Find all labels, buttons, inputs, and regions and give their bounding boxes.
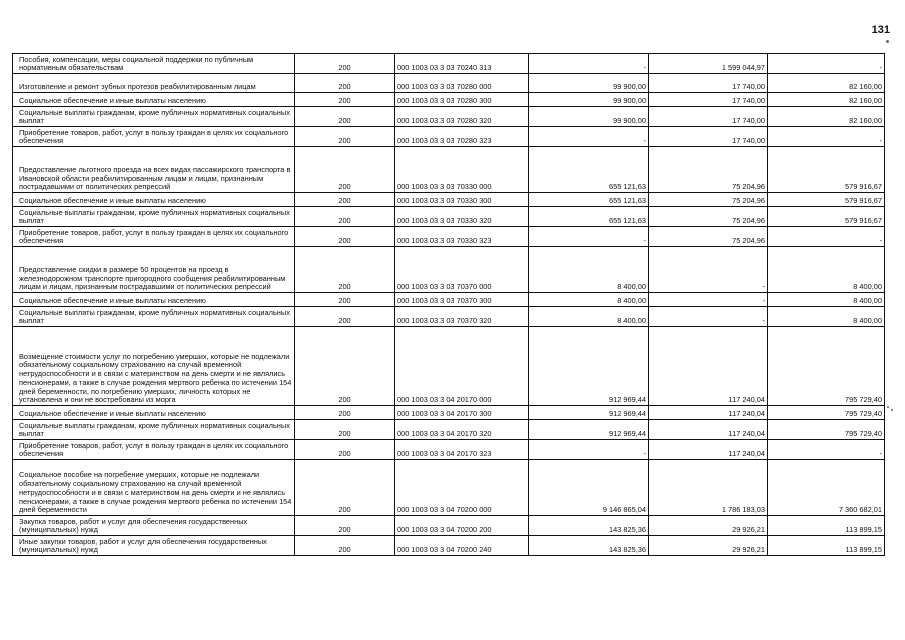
row-budget-code-cell: 000 1003 03 3 03 70370 000 [395,247,529,293]
row-budget-code-cell: 000 1003 03 3 04 70200 240 [395,536,529,556]
row-remaining-amount-cell: 579 916,67 [768,147,885,193]
row-budget-code-cell: 000 1003 03 3 03 70280 323 [395,127,529,147]
row-admin-code-cell: 200 [295,460,395,516]
row-name-text: Приобретение товаров, работ, услуг в пользу граждан в целях их социального обеспечения [19,127,289,146]
row-remaining-amount-cell: - [768,440,885,460]
row-name-text: Социальное обеспечение и иные выплаты населению [19,296,206,306]
row-remaining-amount-cell: 795 729,40 [768,420,885,440]
row-budget-code-cell: 000 1003 03 3 04 70200 000 [395,460,529,516]
row-remaining-amount-cell: 8 400,00 [768,307,885,327]
row-remaining-amount-cell: 8 400,00 [768,293,885,307]
row-admin-code-cell: 200 [295,406,395,420]
row-admin-code-cell: 200 [295,193,395,207]
table-row [13,406,885,420]
row-name-cell [13,54,295,74]
row-budget-code-cell: 000 1003 03 3 03 70280 000 [395,74,529,93]
row-remaining-amount-cell: 7 360 682,01 [768,460,885,516]
page-number: 131 [871,24,890,36]
row-name-text: Социальные выплаты гражданам, кроме публичных нормативных социальных выплат [19,307,290,326]
row-approved-amount-cell: 655 121,63 [529,147,649,193]
row-name-text: Социальные выплаты гражданам, кроме публичных нормативных социальных выплат [19,207,290,226]
row-budget-code-cell: 000 1003 03 3 04 70200 200 [395,516,529,536]
row-name-text: Возмещение стоимости услуг по погребению умерших, которые не подлежали обязательному социальному страхованию на случай временной нетрудоспособности и в связи с материнством на день смерти и не являлись пенсионерами, а также в случае рождения мертвого ребенка по истечении 154 дней беременности, по погребению умерших, личность которых не установлена и они не востребованы из морга [19,351,292,405]
row-name-cell [13,227,295,247]
row-approved-amount-cell: 143 825,36 [529,516,649,536]
row-remaining-amount-cell: 82 160,00 [768,93,885,107]
row-budget-code-cell: 000 1003 03 3 03 70280 300 [395,93,529,107]
table-row [13,420,885,440]
row-executed-amount-cell: 17 740,00 [649,107,768,127]
row-approved-amount-cell: - [529,127,649,147]
row-remaining-amount-cell: 8 400,00 [768,247,885,293]
row-name-cell [13,307,295,327]
row-budget-code-cell: 000 1003 03 3 03 70330 320 [395,207,529,227]
row-executed-amount-cell: 117 240,04 [649,327,768,406]
row-executed-amount-cell: 17 740,00 [649,127,768,147]
row-approved-amount-cell: 99 900,00 [529,93,649,107]
row-remaining-amount-cell: 82 160,00 [768,107,885,127]
row-remaining-amount-cell: 579 916,67 [768,207,885,227]
row-executed-amount-cell: 1 599 044,97 [649,54,768,74]
table-row [13,327,885,406]
row-name-cell [13,107,295,127]
row-admin-code-cell: 200 [295,327,395,406]
row-executed-amount-cell: 75 204,96 [649,193,768,207]
row-name-cell [13,536,295,556]
row-executed-amount-cell: 117 240,04 [649,440,768,460]
row-name-text: Социальные выплаты гражданам, кроме публичных нормативных социальных выплат [19,420,290,439]
row-executed-amount-cell: - [649,307,768,327]
row-admin-code-cell: 200 [295,516,395,536]
row-approved-amount-cell: 143 825,36 [529,536,649,556]
row-executed-amount-cell: 75 204,96 [649,147,768,193]
row-name-cell [13,193,295,207]
table-row [13,147,885,193]
row-admin-code-cell: 200 [295,420,395,440]
scan-speck [886,40,889,43]
row-remaining-amount-cell: 795 729,40 [768,406,885,420]
row-approved-amount-cell: 9 146 865,04 [529,460,649,516]
row-name-cell [13,74,295,93]
row-name-cell [13,147,295,193]
row-admin-code-cell: 200 [295,147,395,193]
row-budget-code-cell: 000 1003 03 3 04 20170 000 [395,327,529,406]
row-admin-code-cell: 200 [295,54,395,74]
row-name-cell [13,516,295,536]
row-budget-code-cell: 000 1003 03 3 04 20170 323 [395,440,529,460]
row-admin-code-cell: 200 [295,227,395,247]
row-admin-code-cell: 200 [295,293,395,307]
row-executed-amount-cell: 17 740,00 [649,74,768,93]
row-name-cell [13,440,295,460]
row-budget-code-cell: 000 1003 03 3 03 70240 313 [395,54,529,74]
row-name-cell [13,327,295,406]
row-admin-code-cell: 200 [295,207,395,227]
budget-execution-table [12,53,885,556]
row-approved-amount-cell: 99 900,00 [529,107,649,127]
table-row [13,516,885,536]
row-name-text: Пособия, компенсации, меры социальной поддержки по публичным нормативным обязательствам [19,54,254,73]
row-budget-code-cell: 000 1003 03 3 03 70370 300 [395,293,529,307]
row-executed-amount-cell: 117 240,04 [649,420,768,440]
row-executed-amount-cell: - [649,293,768,307]
scan-speck [887,406,889,408]
row-budget-code-cell: 000 1003 03 3 03 70330 323 [395,227,529,247]
row-approved-amount-cell: - [529,54,649,74]
row-name-text: Предоставление скидки в размере 50 процентов на проезд в железнодорожном транспорте пригородного сообщения реабилитированным лицам и лицам, признанным пострадавшими от политических репрессий [19,264,286,292]
row-name-cell [13,247,295,293]
table-row [13,93,885,107]
row-name-cell [13,406,295,420]
row-approved-amount-cell: 912 969,44 [529,327,649,406]
row-name-text: Социальное обеспечение и иные выплаты населению [19,196,206,206]
row-remaining-amount-cell: 113 899,15 [768,516,885,536]
row-executed-amount-cell: 17 740,00 [649,93,768,107]
row-admin-code-cell: 200 [295,93,395,107]
row-approved-amount-cell: 8 400,00 [529,247,649,293]
row-approved-amount-cell: 8 400,00 [529,307,649,327]
table-row [13,227,885,247]
table-row [13,460,885,516]
row-name-text: Предоставление льготного проезда на всех видах пассажирского транспорта в Ивановской области реабилитированным лицам и лицам, признанным пострадавшими от политических репрессий [19,164,291,192]
row-budget-code-cell: 000 1003 03 3 04 20170 320 [395,420,529,440]
row-name-text: Приобретение товаров, работ, услуг в пользу граждан в целях их социального обеспечения [19,227,289,246]
table-row [13,54,885,74]
row-admin-code-cell: 200 [295,74,395,93]
table-row [13,74,885,93]
table-row [13,207,885,227]
row-budget-code-cell: 000 1003 03 3 04 20170 300 [395,406,529,420]
row-name-text: Социальное обеспечение и иные выплаты населению [19,96,206,106]
row-budget-code-cell: 000 1003 03 3 03 70280 320 [395,107,529,127]
table-row [13,293,885,307]
row-budget-code-cell: 000 1003 03 3 03 70330 300 [395,193,529,207]
row-admin-code-cell: 200 [295,536,395,556]
table-row [13,307,885,327]
row-approved-amount-cell: 912 969,44 [529,420,649,440]
row-remaining-amount-cell: 579 916,67 [768,193,885,207]
table-row [13,247,885,293]
row-approved-amount-cell: 8 400,00 [529,293,649,307]
row-name-text: Изготовление и ремонт зубных протезов реабилитированным лицам [19,82,256,92]
row-remaining-amount-cell: 795 729,40 [768,327,885,406]
row-executed-amount-cell: 75 204,96 [649,207,768,227]
row-executed-amount-cell: 1 786 183,03 [649,460,768,516]
row-name-cell [13,293,295,307]
row-approved-amount-cell: 99 900,00 [529,74,649,93]
row-admin-code-cell: 200 [295,440,395,460]
row-remaining-amount-cell: - [768,127,885,147]
row-name-cell [13,127,295,147]
row-executed-amount-cell: 29 926,21 [649,536,768,556]
row-name-text: Социальные выплаты гражданам, кроме публичных нормативных социальных выплат [19,107,290,126]
row-budget-code-cell: 000 1003 03 3 03 70370 320 [395,307,529,327]
row-name-text: Приобретение товаров, работ, услуг в пользу граждан в целях их социального обеспечения [19,440,289,459]
row-remaining-amount-cell: 113 899,15 [768,536,885,556]
row-executed-amount-cell: 29 926,21 [649,516,768,536]
row-name-cell [13,460,295,516]
table-row [13,536,885,556]
row-name-cell [13,207,295,227]
row-admin-code-cell: 200 [295,307,395,327]
row-executed-amount-cell: 117 240,04 [649,406,768,420]
row-executed-amount-cell: - [649,247,768,293]
row-admin-code-cell: 200 [295,107,395,127]
row-approved-amount-cell: - [529,440,649,460]
row-name-cell [13,420,295,440]
scan-speck [891,409,893,411]
row-approved-amount-cell: 655 121,63 [529,193,649,207]
row-name-text: Социальное обеспечение и иные выплаты населению [19,409,206,419]
row-name-text: Закупка товаров, работ и услуг для обеспечения государственных (муниципальных) нужд [19,516,248,535]
row-name-cell [13,93,295,107]
table-row [13,127,885,147]
row-budget-code-cell: 000 1003 03 3 03 70330 000 [395,147,529,193]
row-remaining-amount-cell: - [768,54,885,74]
row-approved-amount-cell: 655 121,63 [529,207,649,227]
row-executed-amount-cell: 75 204,96 [649,227,768,247]
table-row [13,107,885,127]
table-row [13,193,885,207]
row-name-text: Иные закупки товаров, работ и услуг для обеспечения государственных (муниципальных) нужд [19,536,267,555]
row-remaining-amount-cell: - [768,227,885,247]
row-approved-amount-cell: - [529,227,649,247]
row-approved-amount-cell: 912 969,44 [529,406,649,420]
row-admin-code-cell: 200 [295,247,395,293]
table-row [13,440,885,460]
row-remaining-amount-cell: 82 160,00 [768,74,885,93]
row-admin-code-cell: 200 [295,127,395,147]
row-name-text: Социальное пособие на погребение умерших, которые не подлежали обязательному социальному страхованию на случай временной нетрудоспособности и в связи с материнством на день смерти и не являлись пенсионерами, а также в случае рождения мертвого ребенка по истечении 154 дней беременности [19,470,292,515]
